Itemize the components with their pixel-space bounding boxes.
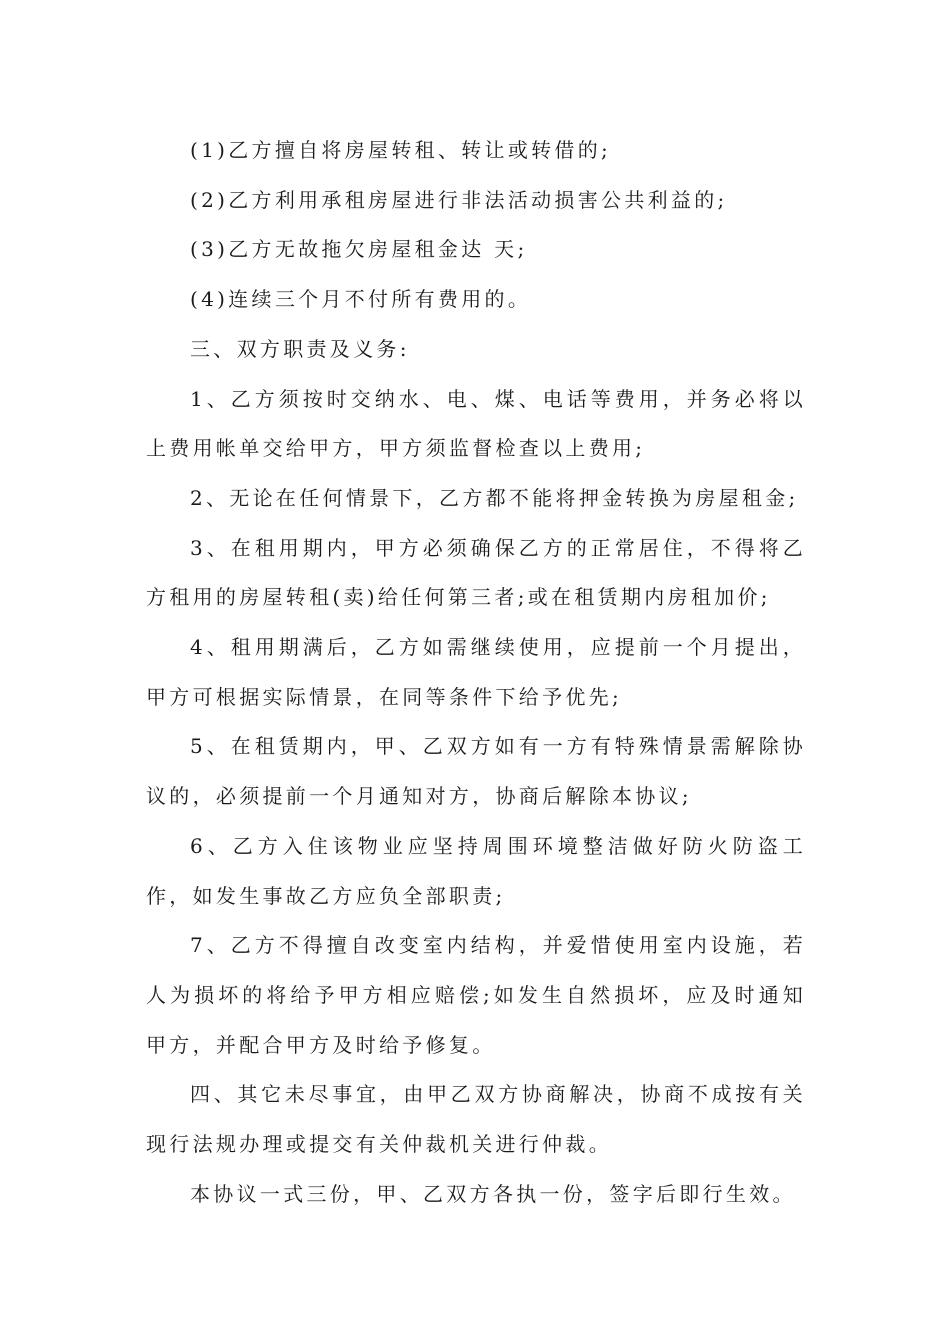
clause-item-2: (2)乙方利用承租房屋进行非法活动损害公共利益的; (190, 187, 728, 212)
clause-item-1: (1)乙方擅自将房屋转租、转让或转借的; (190, 138, 612, 162)
document-body (146, 126, 806, 1219)
duty-paragraph-5: 5、在租赁期内，甲、乙双方如有一方有特殊情景需解除协议的，必须提前一个月通知对方，协商后解除本协议; (146, 734, 806, 809)
clause-item-3: (3)乙方无故拖欠房屋租金达 天; (190, 237, 528, 262)
section-other-matters: 四、其它未尽事宜，由甲乙双方协商解决，协商不成按有关现行法规办理或提交有关仲裁机关进行仲裁。 (146, 1082, 806, 1157)
agreement-copies-paragraph: 本协议一式三份，甲、乙双方各执一份，签字后即行生效。 (190, 1181, 796, 1206)
duty-paragraph-3: 3、在租用期内，甲方必须确保乙方的正常居住，不得将乙方租用的房屋转租(卖)给任何第三者;或在租赁期内房租加价; (146, 535, 806, 610)
section-heading-duties: 三、双方职责及义务: (190, 336, 410, 361)
duty-paragraph-7: 7、乙方不得擅自改变室内结构，并爱惜使用室内设施，若人为损坏的将给予甲方相应赔偿;如发生自然损坏，应及时通知甲方，并配合甲方及时给予修复。 (146, 933, 806, 1057)
duty-paragraph-6: 6、乙方入住该物业应坚持周围环境整洁做好防火防盗工作，如发生事故乙方应负全部职责; (146, 833, 806, 908)
duty-paragraph-1: 1、乙方须按时交纳水、电、煤、电话等费用，并务必将以上费用帐单交给甲方，甲方须监督检查以上费用; (146, 386, 806, 461)
clause-item-4: (4)连续三个月不付所有费用的。 (190, 287, 532, 312)
duty-paragraph-2: 2、无论在任何情景下，乙方都不能将押金转换为房屋租金; (190, 485, 799, 510)
duty-paragraph-4: 4、租用期满后，乙方如需继续使用，应提前一个月提出，甲方可根据实际情景，在同等条件下给予优先; (146, 635, 806, 709)
